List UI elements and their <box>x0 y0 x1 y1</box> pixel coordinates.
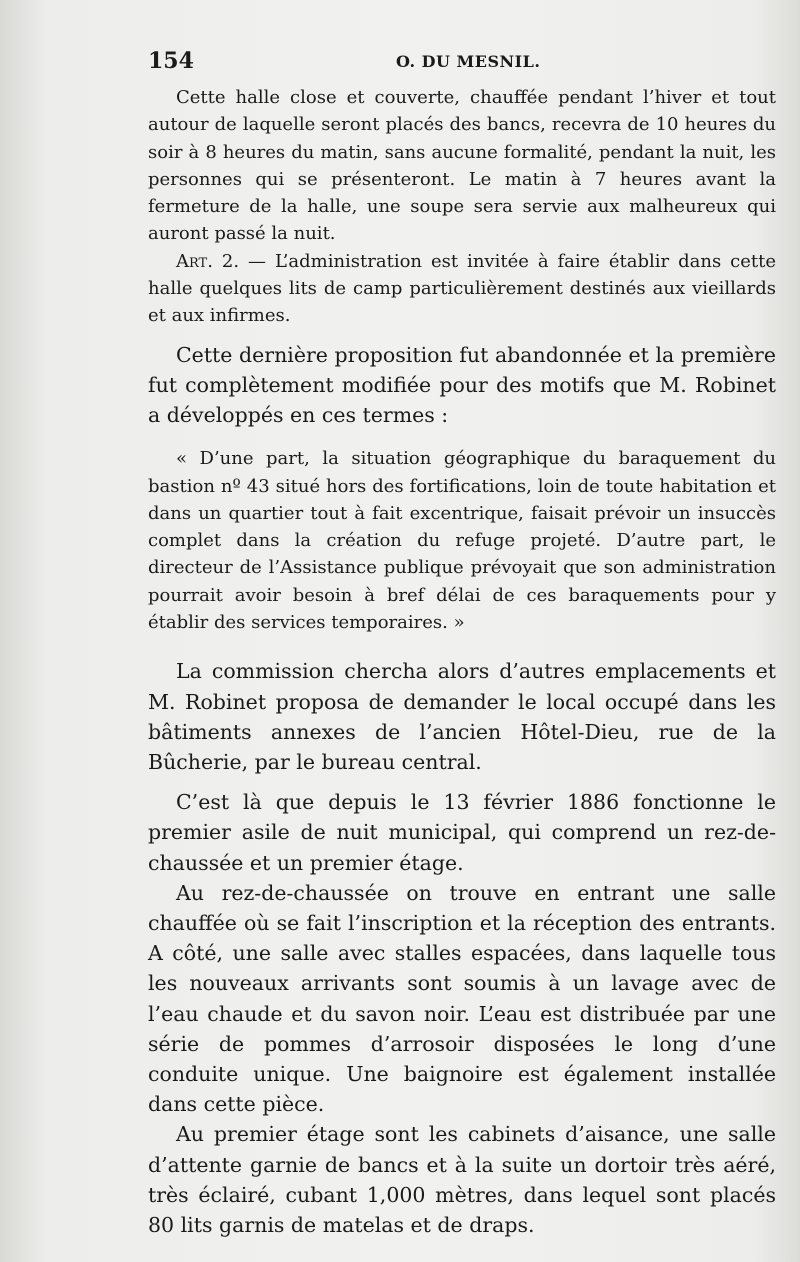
running-head: O. DU MESNIL. <box>396 52 541 71</box>
paragraph-premier-etage: Au premier étage sont les cabinets d’aisance, une salle d’attente garnie de bancs et à la suite un dortoir très aéré, très éclairé, cubant 1,000 mètres, dans lequel sont placés 80 lits garnis de matelas et de draps. <box>148 1122 776 1238</box>
page-header <box>148 48 776 78</box>
quoted-passage: « D’une part, la situation géographique du baraquement du bastion nº 43 situé hors des fortifications, loin de toute habitation et dans un quartier tout à fait excentrique, faisait prévoir un insuccès complet dans la création du refuge projeté. D’autre part, le directeur de l’Assistance publique prévoyait que son administration pourrait avoir besoin à bref délai de ces baraquements pour y établir des services temporaires. » <box>148 448 776 634</box>
paragraph-article-2 <box>148 248 776 330</box>
paragraph-asile: C’est là que depuis le 13 février 1886 fonctionne le premier asile de nuit municipal, qui comprend un rez-de-chaussée et un premier étage. <box>148 790 776 875</box>
paragraph-halle: Cette halle close et couverte, chauffée pendant l’hiver et tout autour de laquelle seront placés des bancs, recevra de 10 heures du soir à 8 heures du matin, sans aucune formalité, pendant la nuit, les personnes qui se présenteront. Le matin à 7 heures avant la fermeture de la halle, une soupe sera servie aux malheureux qui auront passé la nuit. <box>148 87 776 245</box>
body-text <box>148 84 776 1240</box>
article-text: — L’administration est invitée à faire établir dans cette halle quelques lits de camp particulièrement destinés aux vieillards et aux infirmes. <box>148 250 776 327</box>
paragraph-rez-de-chaussee: Au rez-de-chaussée on trouve en entrant une salle chauffée où se fait l’inscription et la réception des entrants. A côté, une salle avec stalles espacées, dans laquelle tous les nouveaux arrivants sont soumis à un lavage avec de l’eau chaude et du savon noir. L’eau est distribuée par une série de pommes d’arrosoir disposées le long d’une conduite unique. Une baignoire est également installée dans cette pièce. <box>148 880 776 1117</box>
page-number: 154 <box>148 48 194 74</box>
article-label: Art. 2. <box>176 250 240 272</box>
paragraph-proposition: Cette dernière proposition fut abandonnée et la première fut complètement modifiée pour des motifs que M. Robinet a développés en ces termes : <box>148 342 776 428</box>
paragraph-commission: La commission chercha alors d’autres emplacements et M. Robinet proposa de demander le local occupé dans les bâtiments annexes de l’ancien Hôtel-Dieu, rue de la Bûcherie, par le bureau central. <box>148 659 776 774</box>
